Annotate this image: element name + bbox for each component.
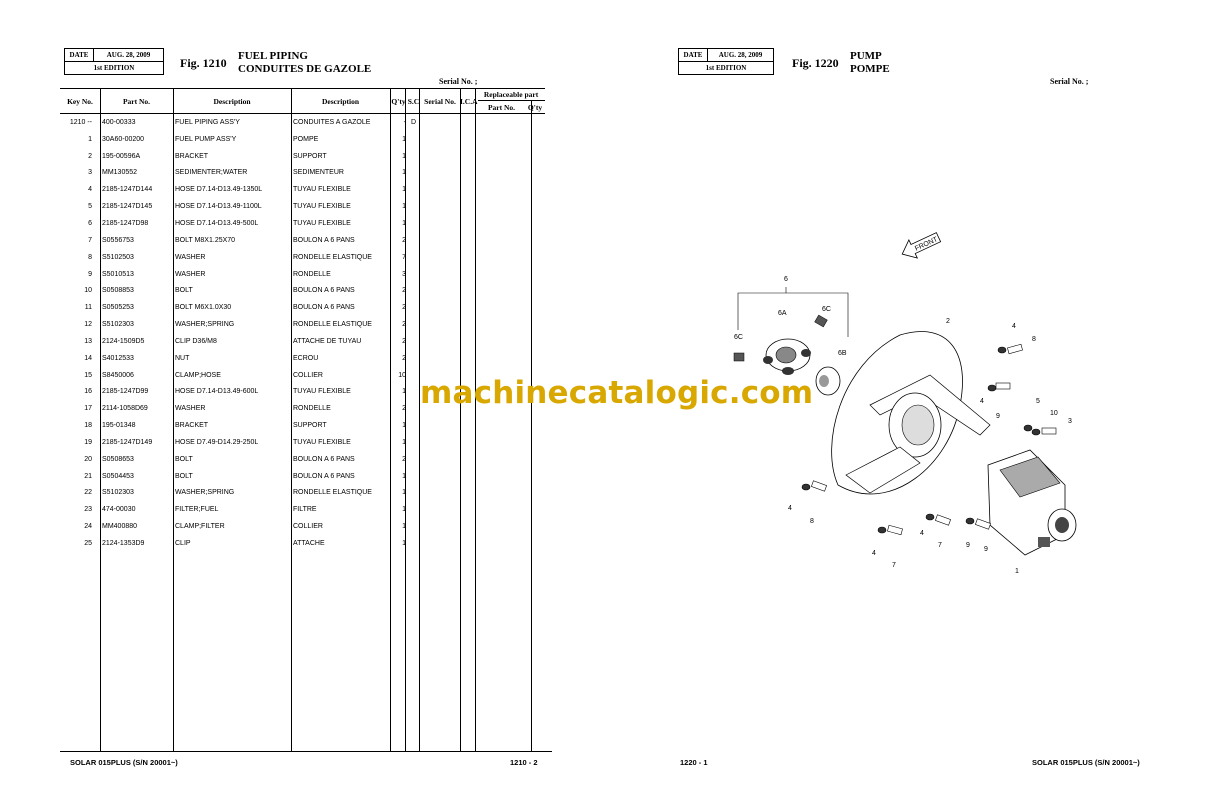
svg-text:4: 4 bbox=[980, 398, 984, 405]
table-row bbox=[60, 333, 545, 350]
svg-text:9: 9 bbox=[996, 413, 1000, 420]
description-cell: CLIP bbox=[175, 540, 191, 548]
svg-text:3: 3 bbox=[1068, 418, 1072, 425]
date-label: DATE bbox=[679, 49, 708, 61]
description-fr-cell: POMPE bbox=[293, 135, 319, 143]
rep-part-cell bbox=[478, 181, 526, 198]
qty-cell: - bbox=[403, 118, 406, 126]
rep-qty-cell bbox=[526, 165, 545, 182]
edition-label: 1st EDITION bbox=[705, 64, 747, 72]
svg-text:4: 4 bbox=[1012, 323, 1016, 330]
qty-cell: 10 bbox=[398, 371, 406, 379]
header-description: Description bbox=[173, 89, 291, 114]
rep-part-cell bbox=[478, 299, 526, 316]
table-row bbox=[60, 535, 545, 552]
figure-title-fr: CONDUITES DE GAZOLE bbox=[238, 63, 372, 75]
qty-cell: 1 bbox=[402, 219, 406, 227]
key-no-cell: 4 bbox=[88, 186, 92, 194]
rep-qty-cell bbox=[526, 535, 545, 552]
serial-cell bbox=[420, 417, 460, 434]
date-edition-box-left bbox=[64, 48, 164, 75]
part-no-cell: S5102303 bbox=[102, 489, 134, 497]
table-row bbox=[60, 114, 545, 131]
part-no-cell: S5102303 bbox=[102, 321, 134, 329]
pump-housing bbox=[832, 331, 990, 493]
description-fr-cell: TUYAU FLEXIBLE bbox=[293, 219, 351, 227]
description-cell: CLIP D36/M8 bbox=[175, 337, 217, 345]
rep-part-cell bbox=[478, 417, 526, 434]
description-fr-cell: SEDIMENTEUR bbox=[293, 169, 344, 177]
qty-cell: 2 bbox=[402, 304, 406, 312]
part-no-cell: MM130552 bbox=[102, 169, 138, 177]
table-row bbox=[60, 518, 545, 535]
key-no-cell: 21 bbox=[84, 472, 92, 480]
part-no-cell: 2185-1247D99 bbox=[102, 388, 149, 396]
description-cell: FUEL PIPING ASS'Y bbox=[175, 118, 240, 126]
description-cell: BOLT bbox=[175, 455, 193, 463]
serial-cell bbox=[420, 501, 460, 518]
svg-text:5: 5 bbox=[1036, 398, 1040, 405]
footer-model-left: SOLAR 015PLUS (S/N 20001~) bbox=[70, 758, 178, 767]
rep-part-cell bbox=[478, 266, 526, 283]
svg-text:4: 4 bbox=[920, 530, 924, 537]
qty-cell: 1 bbox=[402, 438, 406, 446]
svg-text:6C: 6C bbox=[822, 306, 831, 313]
serial-cell bbox=[420, 198, 460, 215]
description-cell: FUEL PUMP ASS'Y bbox=[175, 135, 237, 143]
qty-cell: 3 bbox=[402, 270, 406, 278]
qty-cell: 2 bbox=[402, 321, 406, 329]
serial-cell bbox=[420, 181, 460, 198]
serial-cell bbox=[420, 535, 460, 552]
rep-qty-cell bbox=[526, 198, 545, 215]
key-no-cell: 23 bbox=[84, 506, 92, 514]
svg-text:4: 4 bbox=[788, 505, 792, 512]
coupling-part bbox=[763, 339, 811, 375]
description-fr-cell: RONDELLE bbox=[293, 270, 331, 278]
rep-qty-cell bbox=[526, 485, 545, 502]
rep-part-cell bbox=[478, 451, 526, 468]
key-no-cell: 2 bbox=[88, 152, 92, 160]
rep-part-cell bbox=[478, 249, 526, 266]
rep-part-cell bbox=[478, 501, 526, 518]
key-no-cell: 18 bbox=[84, 422, 92, 430]
part-no-cell: S8450006 bbox=[102, 371, 134, 379]
serial-cell bbox=[420, 266, 460, 283]
qty-cell: 1 bbox=[402, 489, 406, 497]
serial-cell bbox=[420, 350, 460, 367]
svg-text:1: 1 bbox=[1015, 568, 1019, 575]
description-fr-cell: ATTACHE DE TUYAU bbox=[293, 337, 362, 345]
description-fr-cell: RONDELLE ELASTIQUE bbox=[293, 253, 372, 261]
qty-cell: 1 bbox=[402, 203, 406, 211]
description-cell: HOSE D7.14-D13.49-500L bbox=[175, 219, 259, 227]
description-fr-cell: BOULON A 6 PANS bbox=[293, 455, 355, 463]
rep-part-cell bbox=[478, 131, 526, 148]
svg-text:6C: 6C bbox=[734, 334, 743, 341]
description-cell: BOLT bbox=[175, 472, 193, 480]
qty-cell: 1 bbox=[402, 472, 406, 480]
description-fr-cell: ECROU bbox=[293, 354, 319, 362]
key-no-cell: 14 bbox=[84, 354, 92, 362]
description-cell: HOSE D7.14-D13.49-600L bbox=[175, 388, 259, 396]
watermark: machinecatalogic.com bbox=[420, 375, 814, 411]
date-label: DATE bbox=[65, 49, 94, 61]
rep-part-cell bbox=[478, 114, 526, 131]
serial-cell bbox=[420, 299, 460, 316]
serial-cell bbox=[420, 485, 460, 502]
rep-qty-cell bbox=[526, 518, 545, 535]
key-no-cell: 9 bbox=[88, 270, 92, 278]
table-row bbox=[60, 215, 545, 232]
qty-cell: 2 bbox=[402, 455, 406, 463]
key-no-cell: 10 bbox=[84, 287, 92, 295]
edition-label: 1st EDITION bbox=[93, 64, 135, 72]
key-no-cell: 25 bbox=[84, 540, 92, 548]
description-cell: BOLT M8X1.25X70 bbox=[175, 236, 236, 244]
rep-qty-cell bbox=[526, 114, 545, 131]
rep-part-cell bbox=[478, 333, 526, 350]
rep-part-cell bbox=[478, 535, 526, 552]
table-row bbox=[60, 282, 545, 299]
serial-cell bbox=[420, 451, 460, 468]
header-sc: S.C bbox=[407, 89, 420, 114]
rep-qty-cell bbox=[526, 181, 545, 198]
description-fr-cell: CONDUITES A GAZOLE bbox=[293, 118, 371, 126]
rep-qty-cell bbox=[526, 299, 545, 316]
description-fr-cell: BOULON A 6 PANS bbox=[293, 304, 355, 312]
part-no-cell: S0505253 bbox=[102, 304, 134, 312]
description-fr-cell: TUYAU FLEXIBLE bbox=[293, 438, 351, 446]
figure-title-fr: POMPE bbox=[850, 63, 890, 75]
serial-cell bbox=[420, 434, 460, 451]
table-row bbox=[60, 485, 545, 502]
key-no-cell: 5 bbox=[88, 203, 92, 211]
description-fr-cell: BOULON A 6 PANS bbox=[293, 287, 355, 295]
part-no-cell: S4012533 bbox=[102, 354, 134, 362]
part-no-cell: 2114-1058D69 bbox=[102, 405, 148, 413]
qty-cell: 1 bbox=[402, 186, 406, 194]
svg-text:4: 4 bbox=[872, 550, 876, 557]
header-rep-part-no: Part No. bbox=[478, 101, 526, 114]
serial-cell bbox=[420, 165, 460, 182]
part-no-cell: 2185-1247D145 bbox=[102, 203, 153, 211]
key-no-cell: 1210 -- bbox=[69, 118, 92, 126]
header-serial-no: Serial No. bbox=[420, 89, 460, 114]
sc-cell: D bbox=[410, 118, 417, 126]
date-value: AUG. 28, 2009 bbox=[106, 51, 151, 59]
table-row bbox=[60, 165, 545, 182]
svg-text:7: 7 bbox=[892, 562, 896, 569]
part-no-cell: S0556753 bbox=[102, 236, 134, 244]
rep-qty-cell bbox=[526, 249, 545, 266]
rep-qty-cell bbox=[526, 131, 545, 148]
key-no-cell: 24 bbox=[84, 523, 92, 531]
serial-cell bbox=[420, 232, 460, 249]
footer-page-right: 1220 - 1 bbox=[680, 758, 708, 767]
qty-cell: 2 bbox=[402, 354, 406, 362]
parts-table bbox=[60, 88, 545, 552]
table-row bbox=[60, 181, 545, 198]
svg-text:6A: 6A bbox=[778, 310, 787, 317]
description-fr-cell: BOULON A 6 PANS bbox=[293, 236, 355, 244]
part-no-cell: 2185-1247D149 bbox=[102, 438, 153, 446]
description-cell: FILTER;FUEL bbox=[175, 506, 219, 514]
footer-model-right: SOLAR 015PLUS (S/N 20001~) bbox=[1032, 758, 1140, 767]
key-no-cell: 17 bbox=[84, 405, 92, 413]
table-row bbox=[60, 148, 545, 165]
header-description-fr: Description bbox=[291, 89, 390, 114]
svg-text:6: 6 bbox=[784, 276, 788, 283]
rep-qty-cell bbox=[526, 434, 545, 451]
header-qty: Q'ty bbox=[390, 89, 407, 114]
qty-cell: 7 bbox=[402, 253, 406, 261]
description-fr-cell: ATTACHE bbox=[293, 540, 325, 548]
part-no-cell: S0508853 bbox=[102, 287, 134, 295]
description-cell: WASHER bbox=[175, 253, 206, 261]
part-no-cell: S5010513 bbox=[102, 270, 134, 278]
rep-part-cell bbox=[478, 282, 526, 299]
description-cell: BRACKET bbox=[175, 152, 209, 160]
header-replaceable: Replaceable part bbox=[478, 89, 545, 101]
svg-text:7: 7 bbox=[938, 542, 942, 549]
date-value: AUG. 28, 2009 bbox=[718, 51, 763, 59]
rep-part-cell bbox=[478, 198, 526, 215]
serial-cell bbox=[420, 249, 460, 266]
rep-qty-cell bbox=[526, 417, 545, 434]
key-no-cell: 15 bbox=[84, 371, 92, 379]
serial-cell bbox=[420, 131, 460, 148]
table-row bbox=[60, 299, 545, 316]
table-row bbox=[60, 434, 545, 451]
serial-cell bbox=[420, 148, 460, 165]
qty-cell: 1 bbox=[402, 135, 406, 143]
serial-cell bbox=[420, 215, 460, 232]
part-no-cell: 474-00030 bbox=[102, 506, 136, 514]
description-cell: WASHER bbox=[175, 270, 206, 278]
rep-qty-cell bbox=[526, 232, 545, 249]
qty-cell: 1 bbox=[402, 422, 406, 430]
rep-part-cell bbox=[478, 485, 526, 502]
table-row bbox=[60, 131, 545, 148]
rep-qty-cell bbox=[526, 266, 545, 283]
rep-part-cell bbox=[478, 350, 526, 367]
key-no-cell: 8 bbox=[88, 253, 92, 261]
svg-text:9: 9 bbox=[984, 546, 988, 553]
description-fr-cell: BOULON A 6 PANS bbox=[293, 472, 355, 480]
rep-qty-cell bbox=[526, 282, 545, 299]
rep-qty-cell bbox=[526, 316, 545, 333]
table-row bbox=[60, 468, 545, 485]
serial-cell bbox=[420, 282, 460, 299]
qty-cell: 1 bbox=[402, 523, 406, 531]
key-no-cell: 7 bbox=[88, 236, 92, 244]
serial-label: Serial No. ; bbox=[1050, 77, 1089, 86]
description-cell: BOLT bbox=[175, 287, 193, 295]
svg-text:10: 10 bbox=[1050, 410, 1058, 417]
rep-part-cell bbox=[478, 316, 526, 333]
qty-cell: 2 bbox=[402, 236, 406, 244]
part-no-cell: 400-00333 bbox=[102, 118, 136, 126]
header-key-no: Key No. bbox=[60, 89, 100, 114]
part-no-cell: S0508653 bbox=[102, 455, 134, 463]
serial-cell bbox=[420, 333, 460, 350]
part-no-cell: 30A60-00200 bbox=[102, 135, 145, 143]
part-no-cell: MM400880 bbox=[102, 523, 138, 531]
qty-cell: 2 bbox=[402, 405, 406, 413]
svg-text:8: 8 bbox=[810, 518, 814, 525]
serial-cell bbox=[420, 518, 460, 535]
rep-part-cell bbox=[478, 468, 526, 485]
serial-cell bbox=[420, 114, 460, 131]
description-cell: WASHER bbox=[175, 405, 206, 413]
description-cell: HOSE D7.14-D13.49-1350L bbox=[175, 186, 263, 194]
qty-cell: 1 bbox=[402, 506, 406, 514]
key-no-cell: 12 bbox=[84, 321, 92, 329]
part-no-cell: 195-01348 bbox=[102, 422, 136, 430]
qty-cell: 1 bbox=[402, 152, 406, 160]
footer-page-left: 1210 - 2 bbox=[510, 758, 538, 767]
qty-cell: 2 bbox=[402, 287, 406, 295]
part-no-cell: 2185-1247D144 bbox=[102, 186, 153, 194]
key-no-cell: 22 bbox=[84, 489, 92, 497]
description-fr-cell: SUPPORT bbox=[293, 422, 327, 430]
rep-qty-cell bbox=[526, 148, 545, 165]
table-row bbox=[60, 249, 545, 266]
description-fr-cell: COLLIER bbox=[293, 523, 323, 531]
key-no-cell: 20 bbox=[84, 455, 92, 463]
description-cell: BOLT M6X1.0X30 bbox=[175, 304, 232, 312]
table-row bbox=[60, 232, 545, 249]
table-row bbox=[60, 451, 545, 468]
rep-qty-cell bbox=[526, 215, 545, 232]
part-no-cell: 2185-1247D98 bbox=[102, 219, 149, 227]
description-fr-cell: COLLIER bbox=[293, 371, 323, 379]
description-fr-cell: TUYAU FLEXIBLE bbox=[293, 203, 351, 211]
svg-text:9: 9 bbox=[966, 542, 970, 549]
svg-text:2: 2 bbox=[946, 318, 950, 325]
table-row bbox=[60, 198, 545, 215]
header-rep-qty: Q'ty bbox=[526, 101, 545, 114]
description-fr-cell: TUYAU FLEXIBLE bbox=[293, 186, 351, 194]
serial-cell bbox=[420, 316, 460, 333]
key-no-cell: 1 bbox=[88, 135, 92, 143]
description-cell: WASHER;SPRING bbox=[175, 321, 235, 329]
serial-cell bbox=[420, 468, 460, 485]
part-no-cell: 195-00596A bbox=[102, 152, 141, 160]
description-cell: HOSE D7.49-D14.29-250L bbox=[175, 438, 259, 446]
rep-qty-cell bbox=[526, 333, 545, 350]
description-fr-cell: RONDELLE bbox=[293, 405, 331, 413]
description-fr-cell: RONDELLE ELASTIQUE bbox=[293, 489, 372, 497]
svg-text:6B: 6B bbox=[838, 350, 847, 357]
description-fr-cell: RONDELLE ELASTIQUE bbox=[293, 321, 372, 329]
qty-cell: 1 bbox=[402, 169, 406, 177]
front-arrow-icon bbox=[898, 228, 943, 263]
rep-qty-cell bbox=[526, 468, 545, 485]
part-no-cell: S0504453 bbox=[102, 472, 134, 480]
qty-cell: 2 bbox=[402, 337, 406, 345]
description-cell: WASHER;SPRING bbox=[175, 489, 235, 497]
part-no-cell: S5102503 bbox=[102, 253, 134, 261]
description-cell: SEDIMENTER;WATER bbox=[175, 169, 248, 177]
fuel-pump-body bbox=[988, 450, 1076, 555]
rep-part-cell bbox=[478, 215, 526, 232]
table-row bbox=[60, 266, 545, 283]
qty-cell: 1 bbox=[402, 388, 406, 396]
figure-title-en: FUEL PIPING bbox=[238, 50, 308, 62]
description-fr-cell: TUYAU FLEXIBLE bbox=[293, 388, 351, 396]
qty-cell: 1 bbox=[402, 540, 406, 548]
figure-title-en: PUMP bbox=[850, 50, 882, 62]
description-cell: BRACKET bbox=[175, 422, 209, 430]
rep-part-cell bbox=[478, 165, 526, 182]
rep-part-cell bbox=[478, 232, 526, 249]
figure-number: Fig. 1210 bbox=[180, 56, 227, 70]
table-row bbox=[60, 417, 545, 434]
key-no-cell: 19 bbox=[84, 438, 92, 446]
table-row bbox=[60, 501, 545, 518]
rep-qty-cell bbox=[526, 451, 545, 468]
description-fr-cell: SUPPORT bbox=[293, 152, 327, 160]
rep-qty-cell bbox=[526, 350, 545, 367]
front-label: FRONT bbox=[914, 236, 939, 253]
description-cell: CLAMP;FILTER bbox=[175, 523, 225, 531]
rep-part-cell bbox=[478, 518, 526, 535]
key-no-cell: 11 bbox=[84, 304, 92, 312]
figure-number: Fig. 1220 bbox=[792, 56, 839, 70]
serial-label: Serial No. ; bbox=[439, 77, 478, 86]
part-no-cell: 2124-1353D9 bbox=[102, 540, 145, 548]
key-no-cell: 16 bbox=[84, 388, 92, 396]
svg-text:8: 8 bbox=[1032, 336, 1036, 343]
table-row bbox=[60, 316, 545, 333]
description-fr-cell: FILTRE bbox=[293, 506, 317, 514]
key-no-cell: 3 bbox=[88, 169, 92, 177]
date-edition-box-right bbox=[678, 48, 774, 75]
rep-part-cell bbox=[478, 148, 526, 165]
header-ica: I.C.A bbox=[460, 89, 478, 114]
table-row bbox=[60, 350, 545, 367]
description-cell: CLAMP;HOSE bbox=[175, 371, 221, 379]
rep-qty-cell bbox=[526, 501, 545, 518]
description-cell: HOSE D7.14-D13.49-1100L bbox=[175, 203, 262, 211]
rep-part-cell bbox=[478, 434, 526, 451]
key-no-cell: 13 bbox=[84, 337, 92, 345]
header-part-no: Part No. bbox=[100, 89, 173, 114]
description-cell: NUT bbox=[175, 354, 190, 362]
key-no-cell: 6 bbox=[88, 219, 92, 227]
part-no-cell: 2124-1509D5 bbox=[102, 337, 145, 345]
